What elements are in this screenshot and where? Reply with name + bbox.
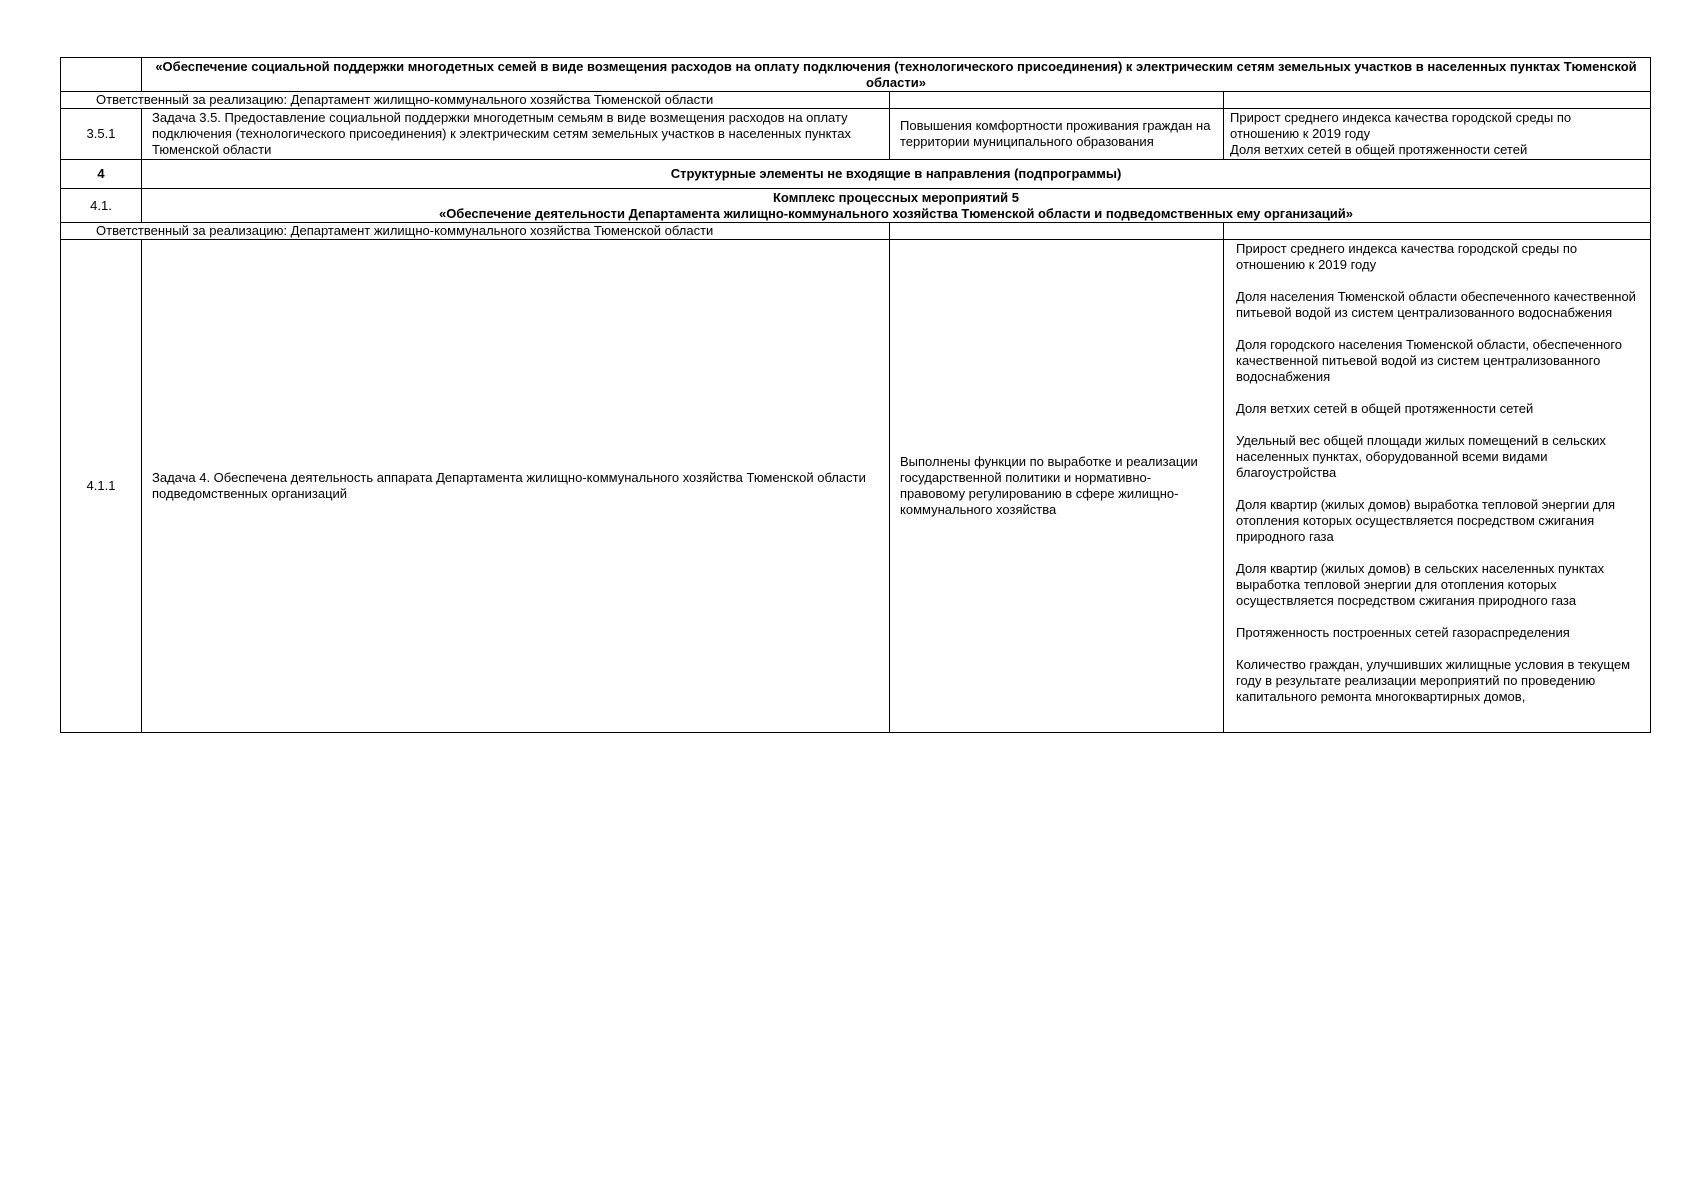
complex-title-line1: Комплекс процессных мероприятий 5: [773, 189, 1019, 205]
indicator-item: Количество граждан, улучшивших жилищные условия в текущем году в результате реализации мероприятий по проведению капитального ремонта многоквартирных домов,: [1236, 657, 1631, 704]
row-number-4: 4: [61, 160, 142, 189]
section-title-3-5: «Обеспечение социальной поддержки многодетных семей в виде возмещения расходов на оплату подключения (технологического присоединения) к электрическим сетям земельных участков в населенных пунктах Тюменской области»: [142, 58, 1651, 92]
table-row-responsible-4-1: [61, 223, 1651, 240]
section-title-4: Структурные элементы не входящие в направления (подпрограммы): [142, 160, 1651, 189]
responsible-text-4-1: Ответственный за реализацию: Департамент жилищно-коммунального хозяйства Тюменской области: [61, 223, 890, 240]
empty-cell: [1224, 92, 1651, 109]
indicator-item: Доля населения Тюменской области обеспеченного качественной питьевой водой из систем централизованного водоснабжения: [1236, 289, 1636, 320]
table-row-responsible-3-5: [61, 92, 1651, 109]
task-text-4-1-1: Задача 4. Обеспечена деятельность аппарата Департамента жилищно-коммунального хозяйства Тюменской области подведомственных организаций: [142, 240, 890, 733]
indicators-cell-4-1-1: [1224, 240, 1651, 733]
task-text-3-5-1: Задача 3.5. Предоставление социальной поддержки многодетным семьям в виде возмещения расходов на оплату подключения (технологического присоединения) к электрическим сетям земельных участков в населенных пунктах Тюменской области: [142, 109, 890, 160]
row-number-4-1: 4.1.: [61, 189, 142, 223]
indicators-list: [1236, 240, 1642, 705]
complex-title-cell: [142, 189, 1651, 223]
indicator-item: Прирост среднего индекса качества городской среды по отношению к 2019 году: [1236, 241, 1578, 272]
row-number-cell: [61, 58, 142, 92]
effect-text-4-1-1: Выполнены функции по выработке и реализации государственной политики и нормативно-правовому регулированию в сфере жилищно-коммунального хозяйства: [890, 240, 1224, 733]
table-row-header-3-5: [61, 58, 1651, 92]
indicators-text-3-5-1: Прирост среднего индекса качества городской среды по отношению к 2019 году Доля ветхих сетей в общей протяженности сетей: [1230, 110, 1572, 157]
table-row-task-4-1-1: [61, 240, 1651, 733]
effect-text-3-5-1: Повышения комфортности проживания граждан на территории муниципального образования: [890, 109, 1224, 160]
row-number-4-1-1: 4.1.1: [61, 240, 142, 733]
indicator-item: Протяженность построенных сетей газораспределения: [1236, 625, 1570, 640]
indicator-item: Доля ветхих сетей в общей протяженности сетей: [1236, 401, 1534, 416]
complex-title-line2: «Обеспечение деятельности Департамента жилищно-коммунального хозяйства Тюменской области и подведомственных ему организаций»: [438, 205, 1354, 221]
table-row-task-3-5-1: [61, 109, 1651, 160]
empty-cell: [890, 92, 1224, 109]
empty-cell: [1224, 223, 1651, 240]
indicator-item: Удельный вес общей площади жилых помещений в сельских населенных пунктах, оборудованной всеми видами благоустройства: [1236, 433, 1606, 480]
indicator-item: Доля квартир (жилых домов) выработка тепловой энергии для отопления которых осуществляется посредством сжигания природного газа: [1236, 497, 1616, 544]
indicator-item: Доля квартир (жилых домов) в сельских населенных пунктах выработка тепловой энергии для отопления которых осуществляется посредством сжигания природного газа: [1236, 561, 1605, 608]
empty-cell: [890, 223, 1224, 240]
table-row-complex-4-1: [61, 189, 1651, 223]
row-number-3-5-1: 3.5.1: [61, 109, 142, 160]
table-row-section-4: [61, 160, 1651, 189]
responsible-text-3-5: Ответственный за реализацию: Департамент жилищно-коммунального хозяйства Тюменской области: [61, 92, 890, 109]
indicator-item: Доля городского населения Тюменской области, обеспеченного качественной питьевой водой из систем централизованного водоснабжения: [1236, 337, 1623, 384]
program-table: [60, 57, 1651, 733]
